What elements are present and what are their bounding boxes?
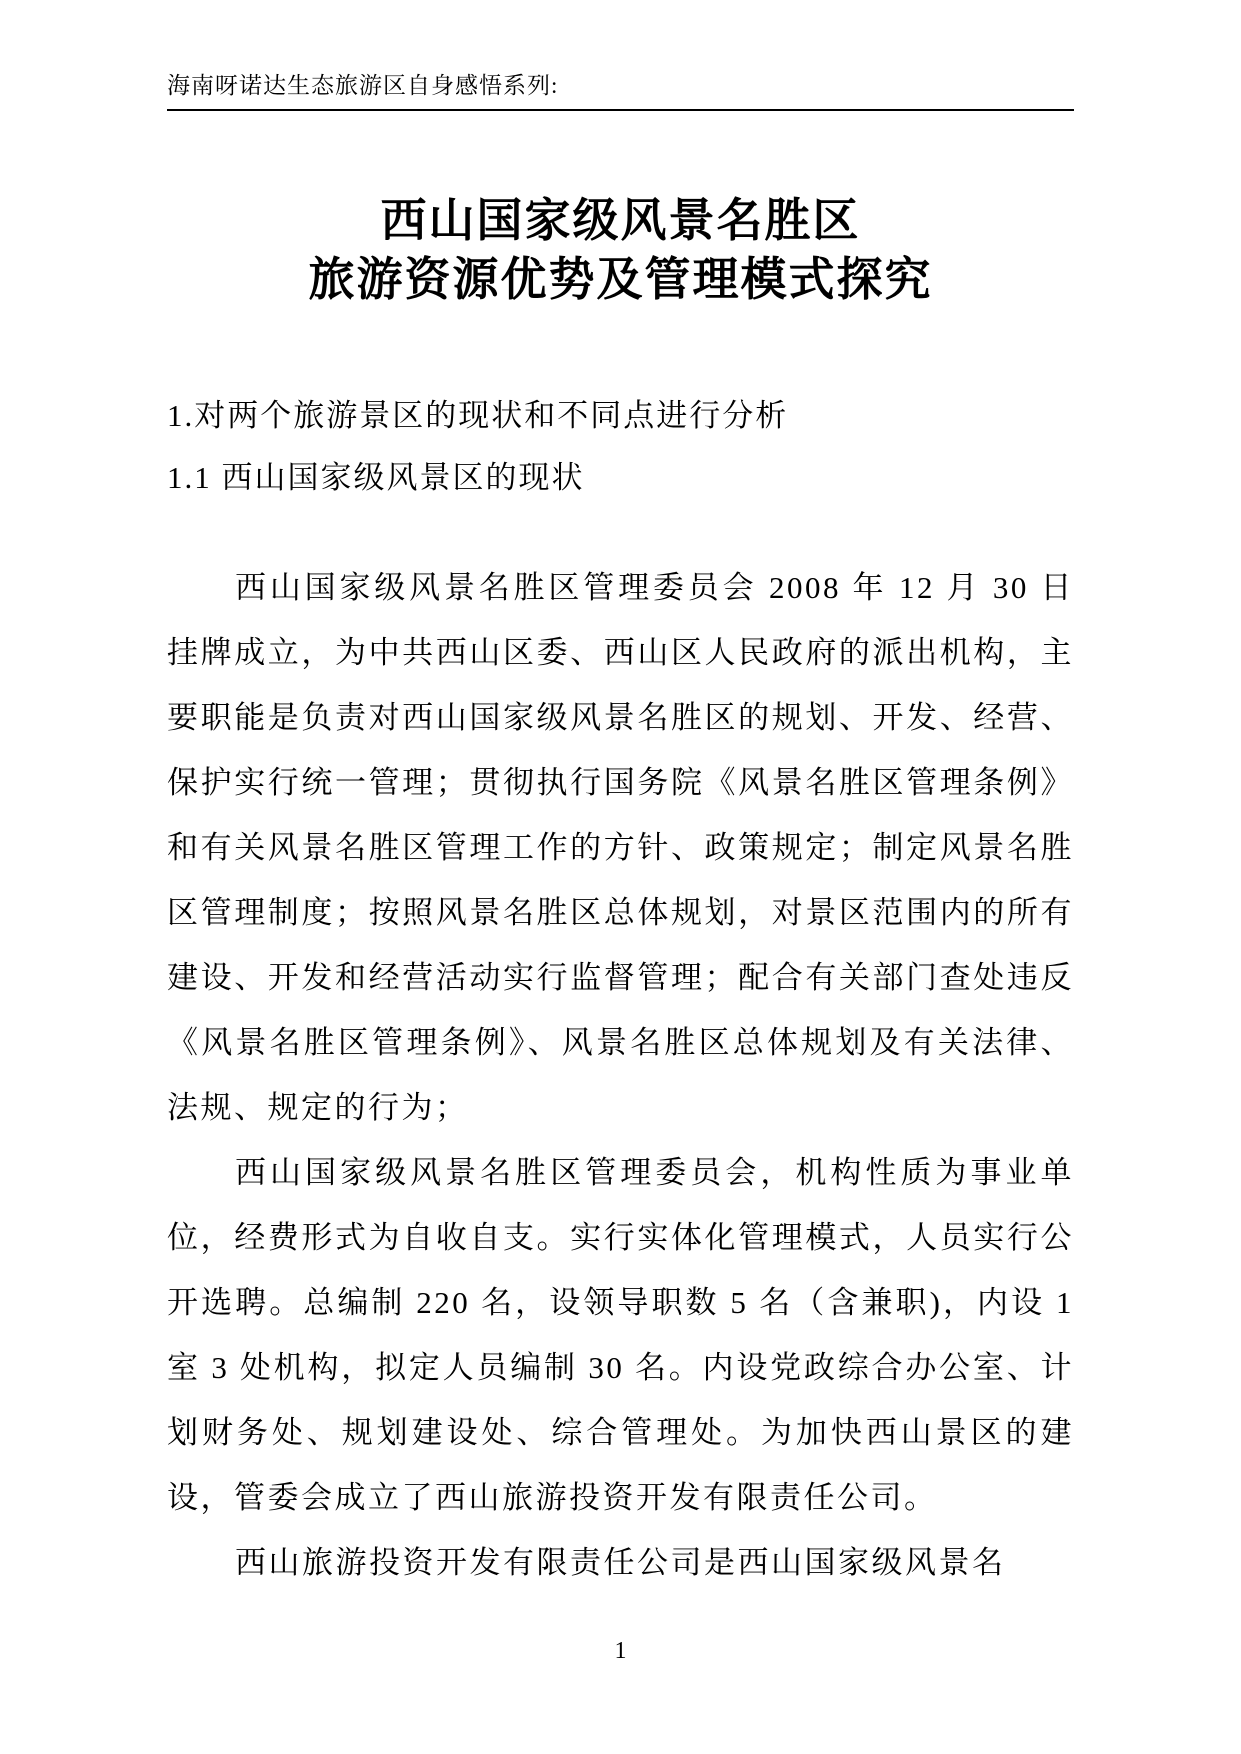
text-column (167, 0, 1074, 1595)
title-line-1: 西山国家级风景名胜区 (380, 194, 861, 246)
paragraph: 西山国家级风景名胜区管理委员会 2008 年 12 月 30 日挂牌成立，为中共西山区委、西山区人民政府的派出机构，主要职能是负责对西山国家级风景名胜区的规划、开发、经营、保护实行统一管理；贯彻执行国务院《风景名胜区管理条例》和有关风景名胜区管理工作的方针、政策规定；制定风景名胜区管理制度；按照风景名胜区总体规划，对景区范围内的所有建设、开发和经营活动实行监督管理；配合有关部门查处违反《风景名胜区管理条例》、风景名胜区总体规划及有关法律、法规、规定的行为； (167, 570, 1074, 1125)
body-text (167, 555, 1074, 1595)
page-number: 1 (614, 1638, 627, 1664)
header-series-text: 海南呀诺达生态旅游区自身感悟系列: (167, 73, 559, 98)
paragraph: 西山国家级风景名胜区管理委员会，机构性质为事业单位，经费形式为自收自支。实行实体化管理模式，人员实行公开选聘。总编制 220 名，设领导职数 5 名（含兼职)，内设 1 室 3 处机构，拟定人员编制 30 名。内设党政综合办公室、计划财务处、规划建设处、综合管理处。为加快西山景区的建设，管委会成立了西山旅游投资开发有限责任公司。 (167, 1155, 1074, 1515)
paragraph: 西山旅游投资开发有限责任公司是西山国家级风景名 (235, 1545, 1006, 1580)
subsection-heading-1-1: 1.1 西山国家级风景区的现状 (167, 460, 585, 495)
document-title (167, 191, 1074, 309)
page-footer (0, 1638, 1241, 1665)
section-heading-1: 1.对两个旅游景区的现状和不同点进行分析 (167, 398, 789, 433)
title-line-2: 旅游资源优势及管理模式探究 (308, 253, 933, 305)
running-header (167, 72, 1074, 111)
